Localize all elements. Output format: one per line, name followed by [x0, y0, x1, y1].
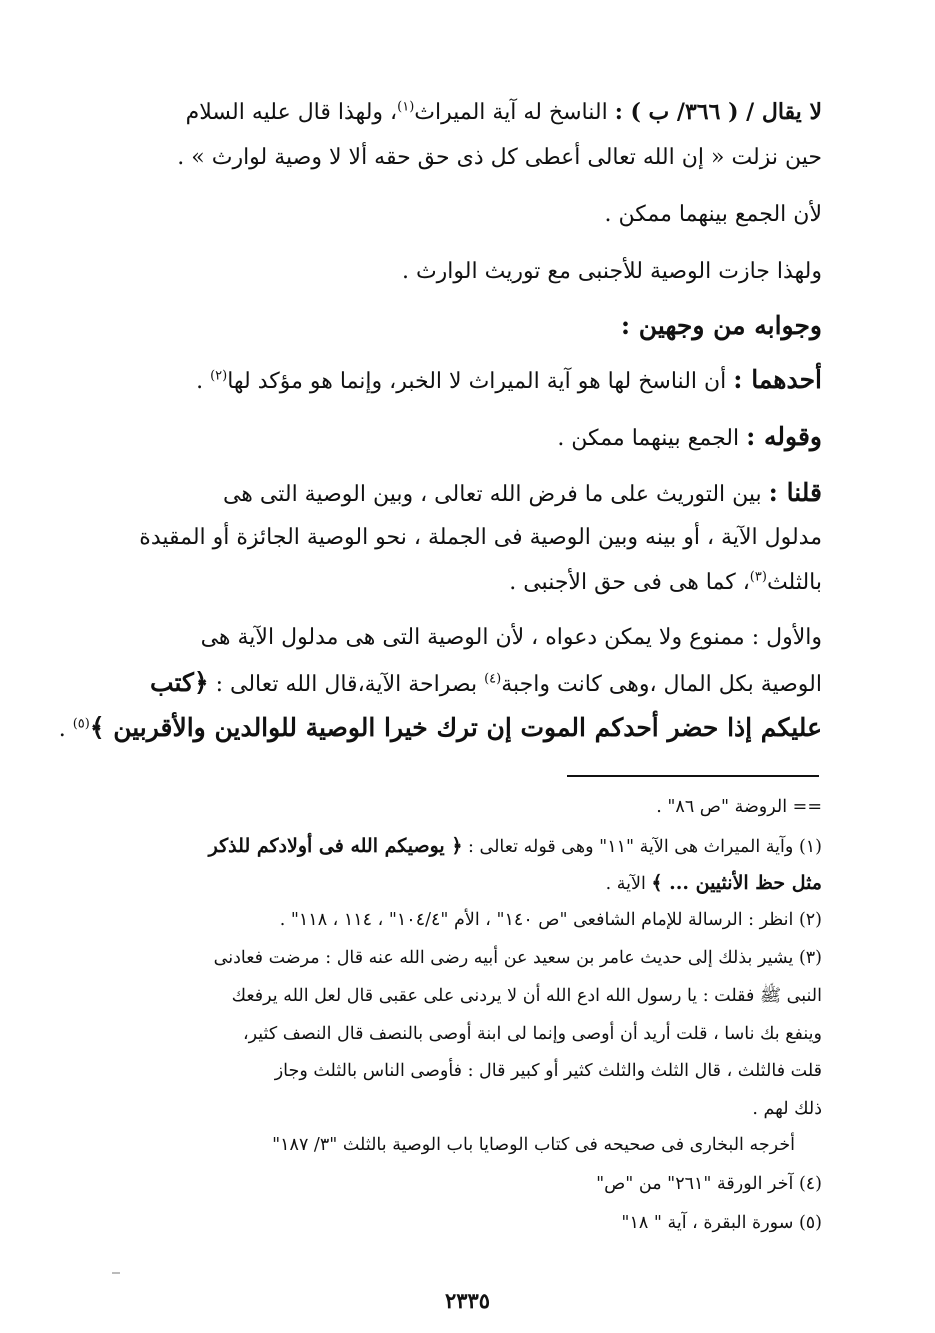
- body-line-7: [110, 422, 822, 454]
- quran-quote: ﴿كتب: [149, 668, 209, 697]
- footnote-2: [110, 908, 822, 932]
- body-line-1: [110, 97, 822, 128]
- reply-lead: قلنا :: [768, 478, 822, 507]
- footnote-separator: [567, 775, 819, 777]
- body-text: أن الناسخ لها هو آية الميراث لا الخبر، وإنما هو مؤكد لها: [227, 369, 734, 394]
- body-text: الوصية بكل المال ،وهى كانت واجبة: [501, 672, 822, 697]
- body-text: ، كما هى فى حق الأجنبى .: [509, 570, 750, 595]
- body-line-11: والأول : ممنوع ولا يمكن دعواه ، لأن الوصية التى هى مدلول الآية هى: [200, 625, 822, 650]
- footnote-3-line-1: [110, 946, 822, 970]
- body-text: بين التوريث على ما فرض الله تعالى ، وبين الوصية التى هى: [222, 482, 769, 507]
- footnote-5: [110, 1211, 822, 1235]
- footnote-number: (٥): [798, 1213, 822, 1233]
- body-text: ، ولهذا قال عليه السلام: [185, 100, 398, 125]
- footnote-3-source: أخرجه البخارى فى صحيحه فى كتاب الوصايا باب الوصية بالثلث "٣/ ١٨٧": [272, 1135, 795, 1155]
- footnote-number: (١): [798, 837, 822, 857]
- body-line-12: [110, 668, 822, 700]
- footnote-number: (٢): [798, 910, 822, 930]
- body-line-3: لأن الجمع بينهما ممكن .: [604, 202, 822, 227]
- footnote-number: (٣): [798, 948, 822, 968]
- footnote-quote: ﴿ يوصيكم الله فى أولادكم للذكر: [208, 835, 463, 857]
- footnote-1-line-1: [110, 834, 822, 859]
- footnote-4: [110, 1172, 822, 1196]
- saying-lead: وقوله :: [746, 422, 822, 451]
- footnote-1-line-2: [110, 871, 822, 896]
- footnote-3-line-2: النبى ﷺ فقلت : يا رسول الله ادع الله أن لا يردنى على عقبى قال لعل الله يرفعك: [231, 986, 822, 1006]
- footnote-text: يشير بذلك إلى حديث عامر بن سعيد عن أبيه رضى الله عنه قال : مرضت فعادنى: [213, 948, 799, 968]
- footnote-text: انظر : الرسالة للإمام الشافعى "ص ١٤٠" ، الأم "١٠٤/٤" ، ١١٤ ، ١١٨" .: [279, 910, 799, 930]
- body-text: الجمع بينهما ممكن .: [557, 426, 747, 451]
- page-number: ٢٣٣٥: [444, 1288, 491, 1313]
- footnote-3-line-5: ذلك لهم .: [752, 1099, 822, 1119]
- section-heading: وجوابه من وجهين :: [620, 311, 822, 340]
- body-text: .: [196, 369, 211, 394]
- footnote-text: آخر الورقة "٢٦١" من "ص": [596, 1174, 799, 1194]
- footnote-ref-3: (٣): [749, 569, 767, 585]
- body-line-13: [58, 713, 822, 745]
- footnote-ref-2: (٢): [210, 368, 228, 384]
- scan-mark: [112, 1272, 120, 1274]
- footnote-text: وآية الميراث هى الآية "١١" وهى قوله تعالى :: [462, 837, 799, 857]
- footnote-ref-5: (٥): [72, 716, 90, 732]
- body-text: الناسخ له آية الميراث: [414, 100, 615, 125]
- body-line-2: حين نزلت « إن الله تعالى أعطى كل ذى حق حقه ألا لا وصية لوارث » .: [177, 145, 822, 170]
- footnote-text: سورة البقرة ، آية " ١٨": [621, 1213, 799, 1233]
- body-text: بصراحة الآية،قال الله تعالى :: [208, 672, 485, 697]
- footnote-number: (٤): [798, 1174, 822, 1194]
- body-line-6: [110, 365, 822, 397]
- footnote-3-line-3: وينفع بك ناسا ، قلت أريد أن أوصى وإنما لى ابنة أوصى بالنصف قال النصف كثير،: [242, 1024, 822, 1044]
- footnote-ref-1: (١): [397, 99, 415, 115]
- body-line-10: [110, 568, 822, 598]
- footnote-ref-4: (٤): [484, 671, 502, 687]
- footnote-quote: مثل حظ الأنثيين ... ﴾: [651, 872, 822, 894]
- body-line-4: ولهذا جازت الوصية للأجنبى مع توريث الوارث .: [401, 259, 822, 284]
- footnote-text: الآية .: [605, 874, 652, 894]
- body-line-8: [110, 478, 822, 510]
- footnote-continuation: == الروضة "ص ٨٦" .: [656, 797, 822, 817]
- answer-lead: أحدهما :: [733, 365, 822, 394]
- objection-lead: لا يقال / ( ٣٦٦/ ب ) :: [614, 99, 822, 125]
- body-line-9: مدلول الآية ، أو بينه وبين الوصية فى الجملة ، نحو الوصية الجائزة أو المقيدة: [139, 525, 822, 550]
- quran-quote: عليكم إذا حضر أحدكم الموت إن ترك خيرا الوصية للوالدين والأقربين ﴾: [89, 713, 822, 742]
- body-text: .: [58, 717, 73, 742]
- footnote-3-line-4: قلت فالثلث ، قال الثلث والثلث كثير أو كبير قال : فأوصى الناس بالثلث وجاز: [274, 1061, 822, 1081]
- body-text: بالثلث: [766, 570, 822, 595]
